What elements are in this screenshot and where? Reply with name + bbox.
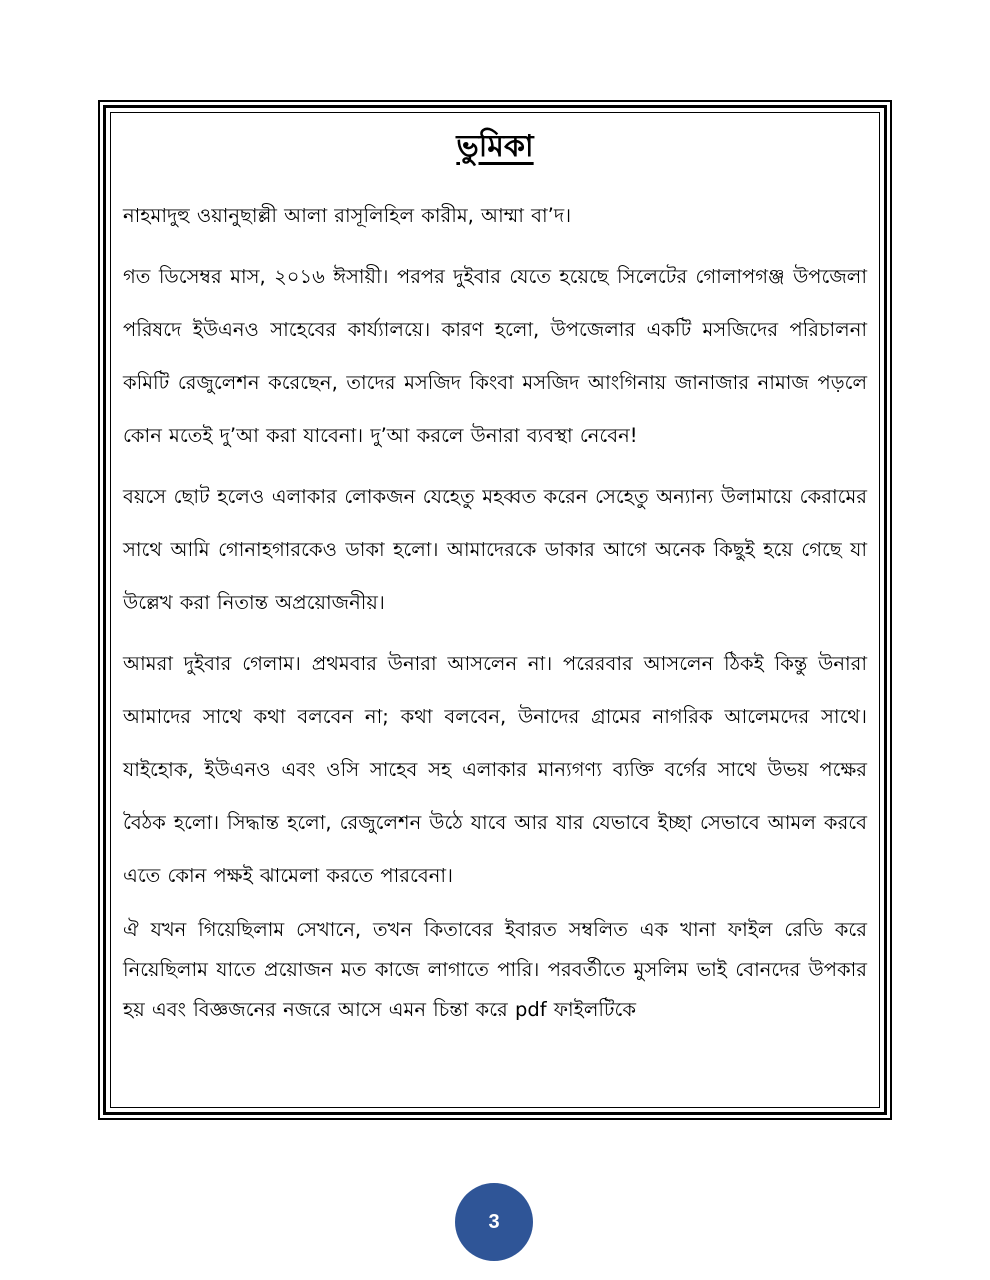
paragraph-3: বয়সে ছোট হলেও এলাকার লোকজন যেহেতু মহব্বত করেন সেহেতু অন্যান্য উলামায়ে কেরামের সাথে আমি গোনাহগারকেও ডাকা হলো। আমাদেরকে ডাকার আগে অনেক কিছুই হয়ে গেছে যা উল্লেখ করা নিতান্ত অপ্রয়োজনীয়। <box>123 485 867 614</box>
content-area <box>110 112 880 1108</box>
page-number-badge <box>455 1183 533 1261</box>
paragraph-5: ঐ যখন গিয়েছিলাম সেখানে, তখন কিতাবের ইবারত সম্বলিত এক খানা ফাইল রেডি করে নিয়েছিলাম যাতে প্রয়োজন মত কাজে লাগাতে পারি। পরবর্তীতে মুসলিম ভাই বোনদের উপকার হয় এবং বিজ্ঞজনের নজরে আসে এমন চিন্তা করে pdf ফাইলটিকে <box>123 918 867 1021</box>
page-border <box>98 100 892 1120</box>
paragraph-1: নাহমাদুহু ওয়ানুছাল্লী আলা রাসূলিহিল কারীম, আম্মা বা’দ। <box>123 204 572 227</box>
page-border-middle <box>103 105 887 1115</box>
paragraph-4: আমরা দুইবার গেলাম। প্রথমবার উনারা আসলেন না। পরেরবার আসলেন ঠিকই কিন্তু উনারা আমাদের সাথে কথা বলবেন না; কথা বলবেন, উনাদের গ্রামের নাগরিক আলেমদের সাথে। যাইহোক, ইউএনও এবং ওসি সাহেব সহ এলাকার মান্যগণ্য ব্যক্তি বর্গের সাথে উভয় পক্ষের বৈঠক হলো। সিদ্ধান্ত হলো, রেজুলেশন উঠে যাবে আর যার যেভাবে ইচ্ছা সেভাবে আমল করবে এতে কোন পক্ষই ঝামেলা করতে পারবেনা। <box>123 652 867 887</box>
paragraph-2: গত ডিসেম্বর মাস, ২০১৬ ঈসায়ী। পরপর দুইবার যেতে হয়েছে সিলেটের গোলাপগঞ্জ উপজেলা পরিষদে ইউএনও সাহেবের কার্য্যালয়ে। কারণ হলো, উপজেলার একটি মসজিদের পরিচালনা কমিটি রেজুলেশন করেছেন, তাদের মসজিদ কিংবা মসজিদ আংগিনায় জানাজার নামাজ পড়লে কোন মতেই দু’আ করা যাবেনা। দু’আ করলে উনারা ব্যবস্থা নেবেন! <box>123 265 867 447</box>
page-number: 3 <box>488 1210 500 1233</box>
document-title: ভুমিকা <box>456 129 534 164</box>
